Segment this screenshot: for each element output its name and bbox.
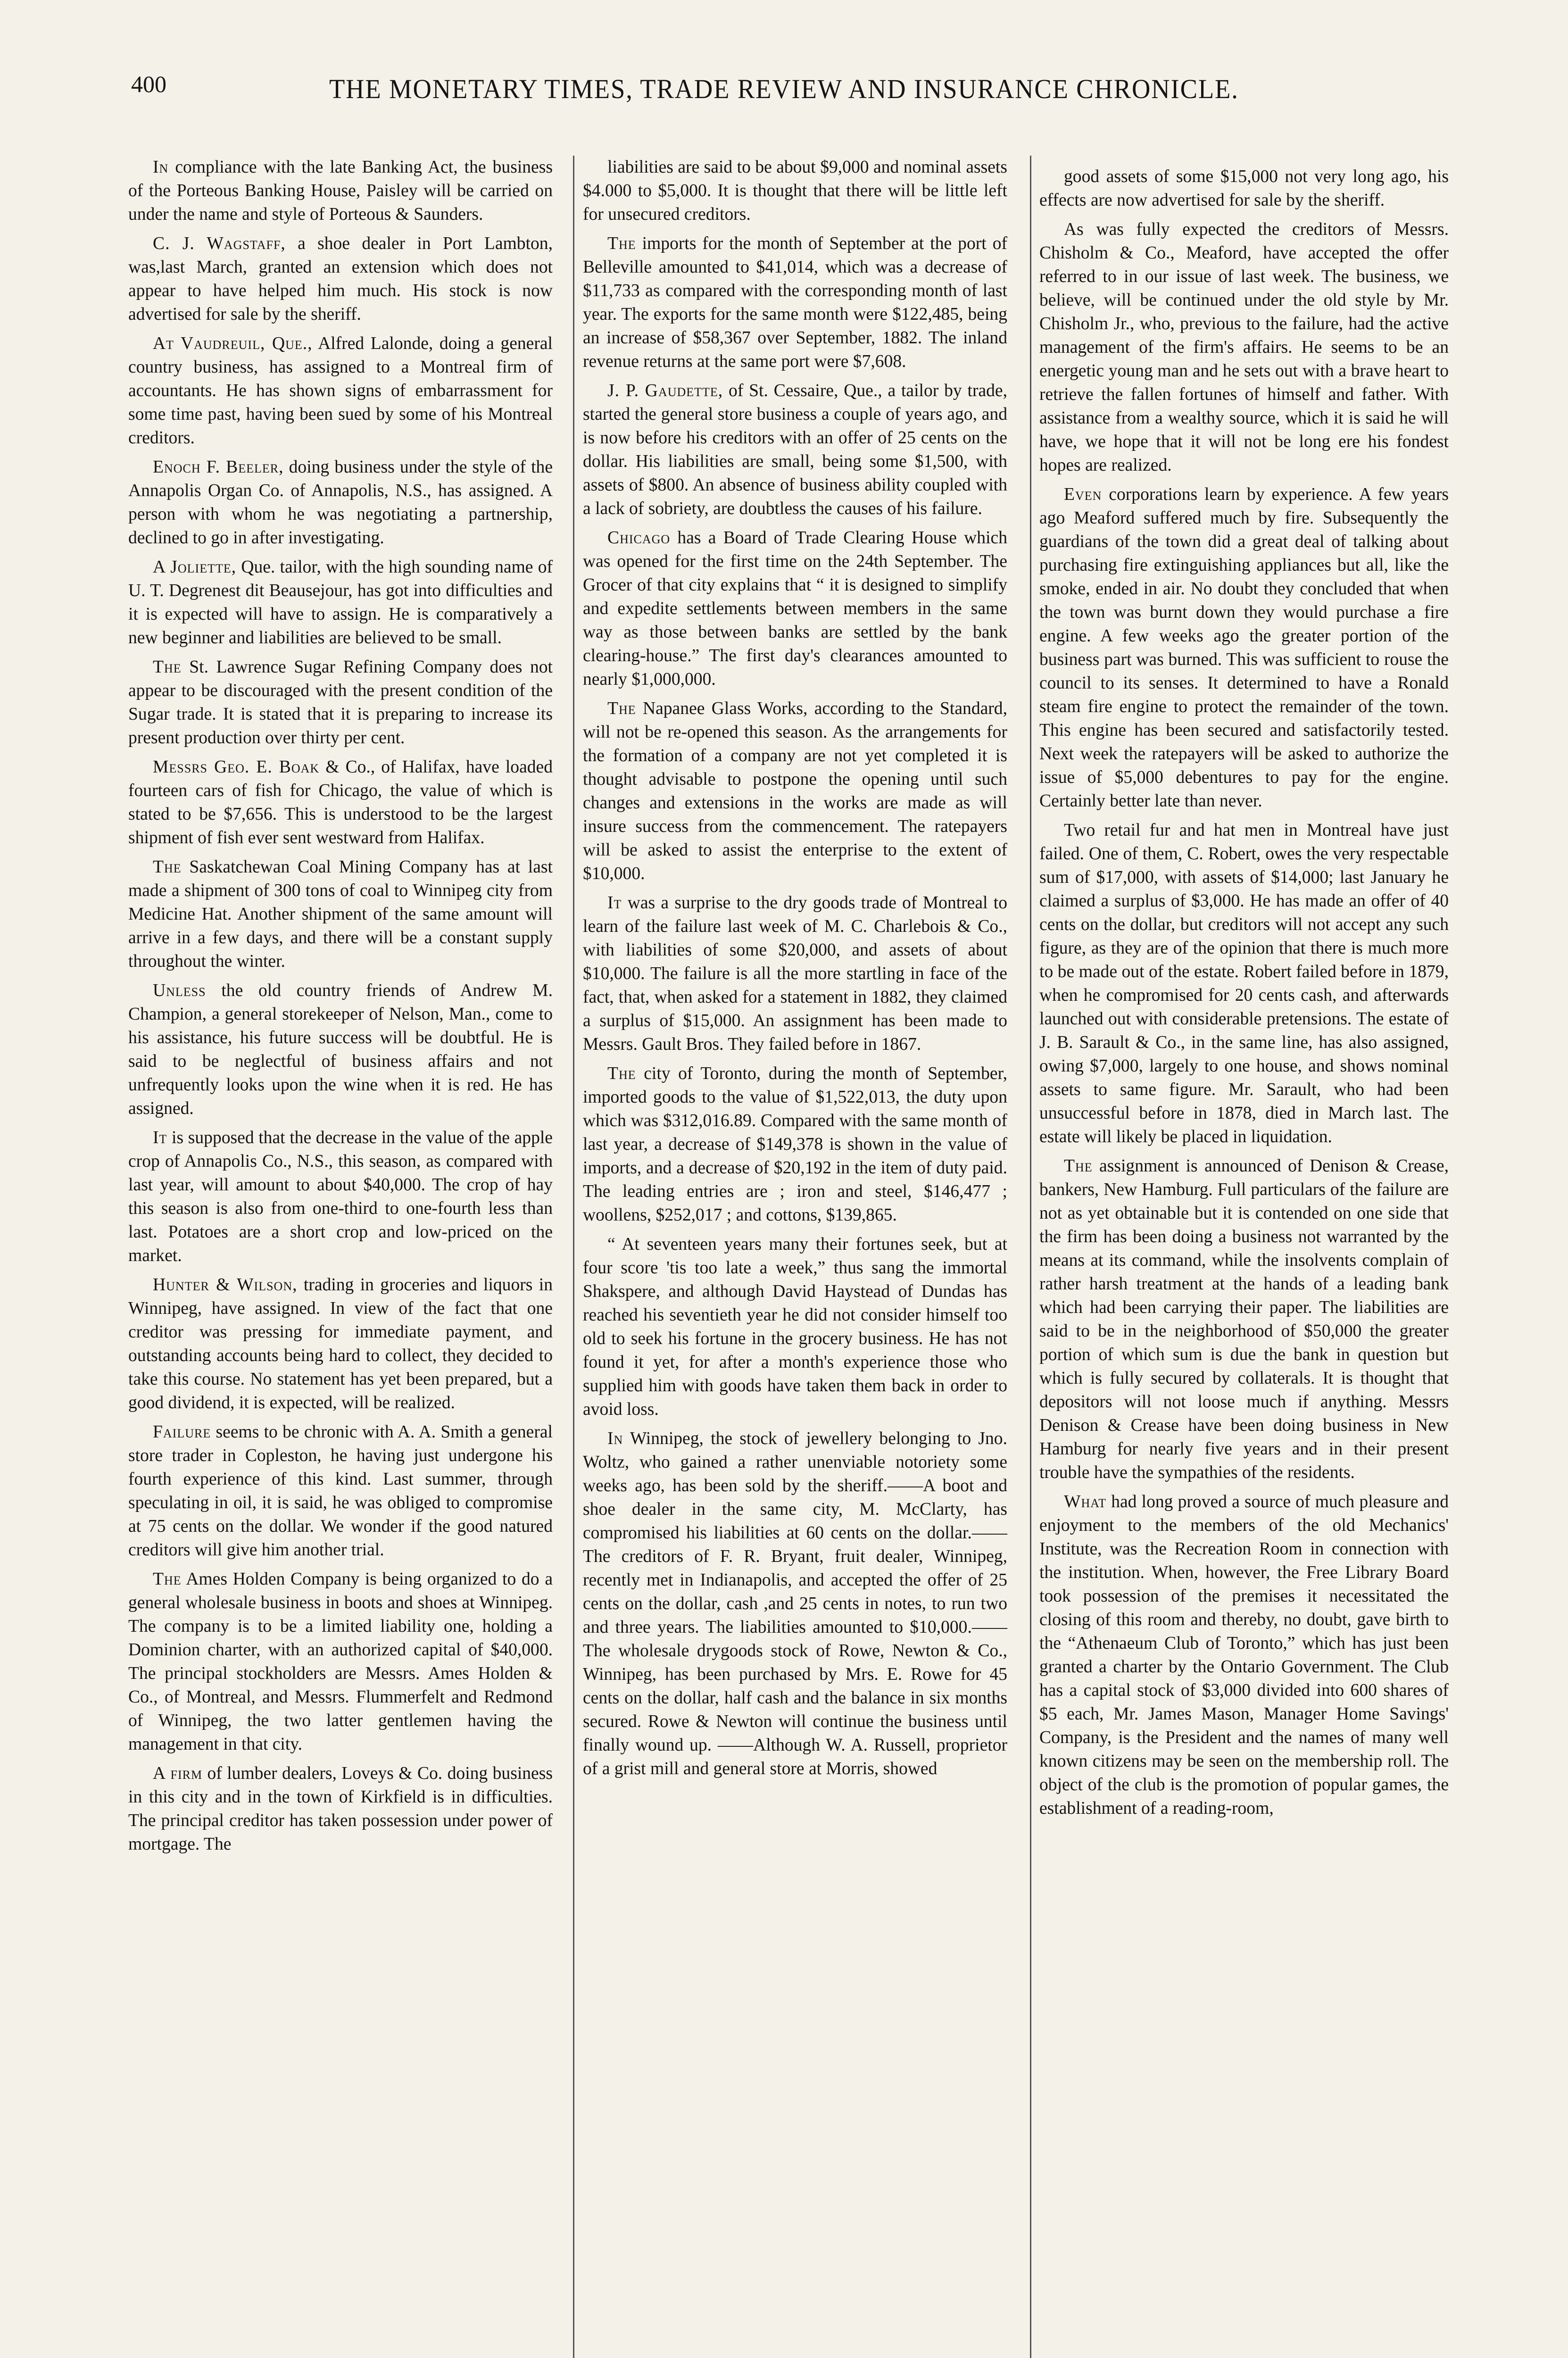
news-item: [128, 556, 553, 650]
news-item-text: has a Board of Trade Clearing House which was opened for the first time on the 24th September. The Grocer of that city explains that “ it is designed to simplify and expedite settlements between members in the same way as those between banks are settled by the bank clearing-house.” The first day's clearances amounted to nearly $1,000,000.: [583, 528, 1007, 689]
column-rule-right: [1030, 156, 1031, 2358]
page-number: 400: [131, 71, 166, 97]
news-item-lead: In: [153, 158, 169, 177]
news-item: [128, 1568, 553, 1756]
news-item-lead: Chicago: [607, 528, 671, 548]
news-item-text: Winnipeg, the stock of jewellery belonging to Jno. Woltz, who gained a rather unenviable notoriety some weeks ago, has been sold by the sheriff.——A boot and shoe dealer in the same city, M. McClarty, has compromised his liabilities at 60 cents on the dollar.——The creditors of F. R. Bryant, fruit dealer, Winnipeg, recently met in Indianapolis, and accepted the offer of 25 cents on the dollar, cash ,and 25 cents in notes, to run two and three years. The liabilities amounted to $10,000.——The wholesale drygoods stock of Rowe, Newton & Co., Winnipeg, has been purchased by Mrs. E. Rowe for 45 cents on the dollar, half cash and the balance in six months secured. Rowe & Newton will continue the business until finally wound up. ——Although W. A. Russell, proprietor of a grist mill and general store at Morris, showed: [583, 1429, 1007, 1778]
column-rule-left: [573, 156, 574, 2358]
news-item-lead: The: [607, 699, 636, 718]
news-item-text: liabilities are said to be about $9,000 and nominal assets $4.000 to $5,000. It is thought that there will be little left for unsecured creditors.: [583, 158, 1007, 224]
news-item-lead: The: [607, 234, 636, 253]
news-item-lead: In: [607, 1429, 623, 1448]
news-item-text: imports for the month of September at the port of Belleville amounted to $41,014, which was a decrease of $11,733 as compared with the corresponding month of last year. The exports for the same month were $122,485, being an increase of $58,367 over September, 1882. The inland revenue returns at the same port were $7,608.: [583, 234, 1007, 371]
news-item-lead: The: [153, 657, 182, 677]
news-item-lead: Unless: [153, 981, 206, 1000]
column-1: [128, 156, 553, 2353]
news-item-text: trading in groceries and liquors in Winnipeg, have assigned. In view of the fact that one creditor was pressing for immediate payment, and outstanding accounts being hard to collect, they decided to take this course. No statement has yet been prepared, but a good dividend, it is expected, will be realized.: [128, 1275, 553, 1412]
column-3: [1039, 165, 1449, 2358]
news-item: [128, 855, 553, 973]
news-item: [1039, 819, 1449, 1149]
news-item-lead: At Vaudreuil, Que.,: [153, 334, 313, 353]
news-item-text: Alfred Lalonde, doing a general country business, has assigned to a Montreal firm of accountants. He has shown signs of embarrassment for some time past, having been sued by some of his Montreal creditors.: [128, 334, 553, 448]
news-item: [128, 156, 553, 226]
news-item: [128, 656, 553, 750]
news-item: [128, 756, 553, 850]
news-item: [583, 526, 1007, 691]
news-item: [583, 1062, 1007, 1227]
news-item-text: the old country friends of Andrew M. Champion, a general storekeeper of Nelson, Man., come to his assistance, his future success will be doubtful. He is said to be neglectful of business affairs and not unfrequently looks upon the wine when it is red. He has assigned.: [128, 981, 553, 1118]
news-item-lead: Hunter & Wilson,: [153, 1275, 298, 1295]
column-2: [583, 156, 1007, 2353]
news-item: [1039, 218, 1449, 477]
news-item: [128, 232, 553, 326]
news-item: [128, 332, 553, 450]
news-item-text: assignment is announced of Denison & Crease, bankers, New Hamburg. Full particulars of the failure are not as yet obtainable but it is contended on one side that the firm has been doing a business not warranted by the means at its command, while the insolvents complain of rather harsh treatment at the hands of a leading bank which had been carrying their paper. The liabilities are said to be in the neighborhood of $50,000 the greater portion of which sum is due the bank in question but which is fully secured by collaterals. It is thought that depositors will not loose much if anything. Messrs Denison & Crease have been doing business in New Hamburg for nearly five years and in their present trouble have the sympathies of the residents.: [1039, 1156, 1449, 1482]
news-item-lead: Enoch F. Beeler,: [153, 457, 284, 477]
news-item-lead: It: [153, 1128, 167, 1147]
news-item: [1039, 165, 1449, 212]
news-item-lead: It: [607, 893, 622, 913]
news-item-text: “ At seventeen years many their fortunes seek, but at four score 'tis too late a week,” thus sang the immortal Shakspere, and although David Haystead of Dundas has reached his seventieth year he did not consider himself too old to seek his fortune in the grocery business. He has not found it yet, for after a month's experience those who supplied him with goods have taken them back in order to avoid loss.: [583, 1235, 1007, 1419]
news-item: [1039, 483, 1449, 813]
news-item-lead: A firm: [153, 1764, 203, 1783]
news-item-text: & Co., of Halifax, have loaded fourteen cars of fish for Chicago, the value of which is stated to be $7,656. This is understood to be the largest shipment of fish ever sent westward from Halifax.: [128, 757, 553, 847]
news-item-text: was a surprise to the dry goods trade of Montreal to learn of the failure last week of M. C. Charlebois & Co., with liabilities of some $20,000, and assets of about $10,000. The failure is all the more startling in face of the fact, that, when asked for a statement in 1882, they claimed a surplus of $15,000. An assignment has been made to Messrs. Gault Bros. They failed before in 1867.: [583, 893, 1007, 1054]
news-item-text: is supposed that the decrease in the value of the apple crop of Annapolis Co., N.S., this season, as compared with last year, will amount to about $40,000. The crop of hay this season is also from one-third to one-fourth less than last. Potatoes are a short crop and low-priced on the market.: [128, 1128, 553, 1265]
news-item-text: doing business under the style of the Annapolis Organ Co. of Annapolis, N.S., has assigned. A person with whom he was negotiating a partnership, declined to go in after investigating.: [128, 457, 553, 548]
news-item-text: Napanee Glass Works, according to the Standard, will not be re-opened this season. As the arrangements for the formation of a company are not yet completed it is thought advisable to postpone the opening until such changes and extensions in the works are made as will insure success from the commencement. The ratepayers will be asked to assist the enterprise to the extent of $10,000.: [583, 699, 1007, 883]
news-item-text: city of Toronto, during the month of September, imported goods to the value of $1,522,013, the duty upon which was $312,016.89. Compared with the same month of last year, a decrease of $149,378 is shown in the value of imports, and a decrease of $20,192 in the item of duty paid. The leading entries are ; iron and steel, $146,477 ; woollens, $252,017 ; and cottons, $139,865.: [583, 1064, 1007, 1225]
page-header: [131, 70, 1286, 126]
news-item: [583, 1427, 1007, 1781]
news-item: [1039, 1154, 1449, 1485]
news-item: [583, 697, 1007, 886]
news-item-text: Ames Holden Company is being organized to do a general wholesale business in boots and shoes at Winnipeg. The company is to be a limited liability one, holding a Dominion charter, with an authorized capital of $40,000. The principal stockholders are Messrs. Ames Holden & Co., of Montreal, and Messrs. Flummerfelt and Redmond of Winnipeg, the two latter gentlemen having the management in that city.: [128, 1569, 553, 1754]
news-item: [128, 979, 553, 1121]
news-item: [583, 1233, 1007, 1421]
masthead-title: THE MONETARY TIMES, TRADE REVIEW AND INSURANCE CHRONICLE.: [329, 74, 1239, 104]
news-item-lead: The: [153, 857, 182, 877]
news-item-text: of lumber dealers, Loveys & Co. doing business in this city and in the town of Kirkfield is in difficulties. The principal creditor has taken possession under power of mortgage. The: [128, 1764, 553, 1854]
news-item-text: As was fully expected the creditors of Messrs. Chisholm & Co., Meaford, have accepted the offer referred to in our issue of last week. The business, we believe, will be continued under the old style by Mr. Chisholm Jr., who, previous to the failure, had the active management of the firm's affairs. He seems to be an energetic young man and he sets out with a brave heart to retrieve the fallen fortunes of himself and father. With assistance from a wealthy source, which it is said he will have, we hope that it will not be long ere his fondest hopes are realized.: [1039, 220, 1449, 475]
news-item-lead: The: [607, 1064, 636, 1083]
news-item-lead: What: [1064, 1492, 1107, 1511]
news-item-text: Saskatchewan Coal Mining Company has at last made a shipment of 300 tons of coal to Winnipeg city from Medicine Hat. Another shipment of the same amount will arrive in a few days, and there will be a constant supply throughout the winter.: [128, 857, 553, 971]
news-item-text: Two retail fur and hat men in Montreal have just failed. One of them, C. Robert, owes the very respectable sum of $17,000, with assets of $14,000; last January he claimed a surplus of $3,000. He has made an offer of 40 cents on the dollar, but creditors will not accept any such figure, as they are of the opinion that there is much more to be made out of the estate. Robert failed before in 1879, when he compromised for 20 cents cash, and afterwards launched out with considerable pretensions. The estate of J. B. Sarault & Co., in the same line, has also assigned, owing $7,000, largely to one house, and shows nominal assets to same figure. Mr. Sarault, who had been unsuccessful before in 1878, died in March last. The estate will likely be placed in liquidation.: [1039, 821, 1449, 1146]
news-item-lead: A Joliette,: [153, 557, 237, 577]
news-item: [128, 1420, 553, 1562]
news-item-text: had long proved a source of much pleasure and enjoyment to the members of the old Mechanics' Institute, was the Recreation Room in connection with the institution. When, however, the Free Library Board took possession of the premises it necessitated the closing of this room and thereby, no doubt, gave birth to the “Athenaeum Club of Toronto,” which has just been granted a charter by the Ontario Government. The Club has a capital stock of $3,000 divided into 600 shares of $5 each, Mr. James Mason, Manager Home Savings' Company, is the President and the names of many well known citizens may be seen on the membership roll. The object of the club is the promotion of popular games, the establishment of a reading-room,: [1039, 1492, 1449, 1818]
news-item: [583, 156, 1007, 226]
news-item-lead: C. J. Wagstaff,: [153, 234, 286, 253]
news-item: [128, 1273, 553, 1415]
news-item: [583, 379, 1007, 521]
news-item-lead: Messrs Geo. E. Boak: [153, 757, 320, 777]
news-item-text: St. Lawrence Sugar Refining Company does not appear to be discouraged with the present condition of the Sugar trade. It is stated that it is preparing to increase its present production over thirty per cent.: [128, 657, 553, 747]
news-item-lead: J. P. Gaudette,: [607, 381, 723, 400]
news-item-text: seems to be chronic with A. A. Smith a general store trader in Copleston, he having just undergone his fourth experience of this kind. Last summer, through speculating in oil, it is said, he was obliged to compromise at 75 cents on the dollar. We wonder if the good natured creditors will give him another trial.: [128, 1422, 553, 1560]
news-item: [1039, 1490, 1449, 1820]
news-item: [128, 1126, 553, 1268]
news-item-lead: The: [153, 1569, 182, 1589]
news-item: [583, 232, 1007, 374]
news-item-lead: Failure: [153, 1422, 211, 1442]
news-item-text: a shoe dealer in Port Lambton, was,last March, granted an extension which does not appear to have helped him much. His stock is now advertised for sale by the sheriff.: [128, 234, 553, 324]
news-item-text: of St. Cessaire, Que., a tailor by trade, started the general store business a couple of years ago, and is now before his creditors with an offer of 25 cents on the dollar. His liabilities are small, being some $1,500, with assets of $800. An absence of business ability coupled with a lack of sobriety, are doubtless the causes of his failure.: [583, 381, 1008, 518]
news-item-text: good assets of some $15,000 not very long ago, his effects are now advertised for sale by the sheriff.: [1039, 167, 1449, 210]
news-item-text: corporations learn by experience. A few years ago Meaford suffered much by fire. Subsequently the guardians of the town did a great deal of talking about purchasing fire extinguishing appliances but all, like the smoke, ended in air. No doubt they concluded that when the town was burnt down they would purchase a fire engine. A few weeks ago the greater portion of the business part was burned. This was sufficient to rouse the council to its senses. It determined to have a Ronald steam fire engine to protect the remainder of the town. This engine has been secured and satisfactorily tested. Next week the ratepayers will be asked to authorize the issue of $5,000 debentures to pay for the engine. Certainly better late than never.: [1039, 485, 1449, 811]
news-item-lead: Even: [1064, 485, 1102, 504]
news-item-text: compliance with the late Banking Act, the business of the Porteous Banking House, Paisley will be carried on under the name and style of Porteous & Saunders.: [128, 158, 553, 224]
news-item: [128, 456, 553, 550]
news-item-text: Que. tailor, with the high sounding name of U. T. Degrenest dit Beausejour, has got into difficulties and it is expected will have to assign. He is comparatively a new beginner and liabilities are believed to be small.: [128, 557, 553, 648]
news-item: [583, 891, 1007, 1056]
news-item-lead: The: [1064, 1156, 1093, 1176]
news-item: [128, 1762, 553, 1856]
